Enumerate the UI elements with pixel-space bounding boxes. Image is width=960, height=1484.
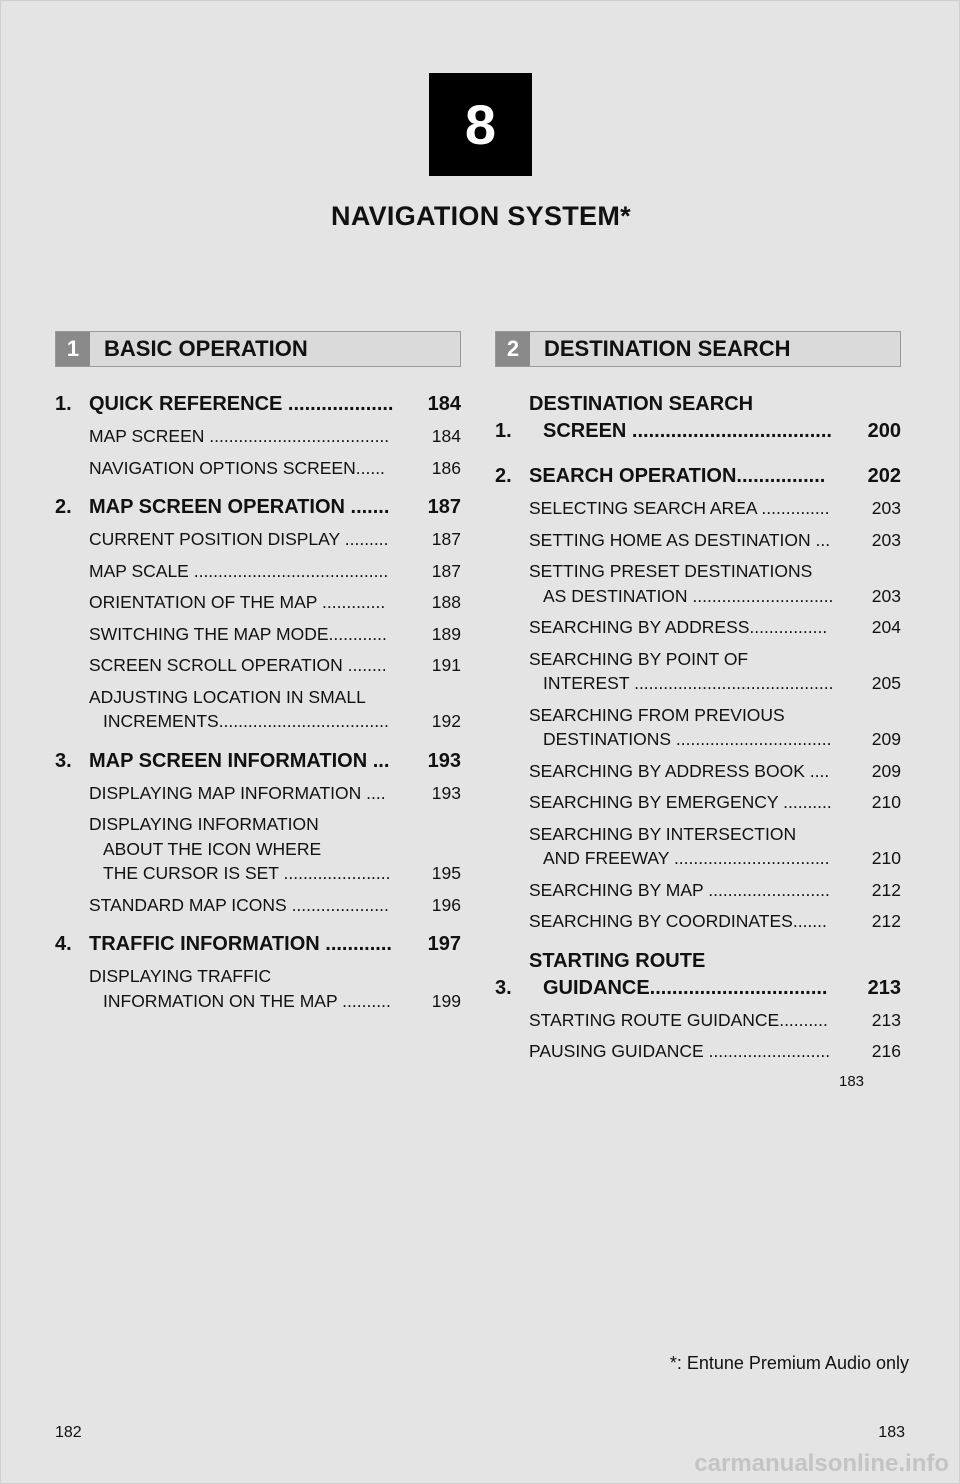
chapter-entry-title bbox=[89, 931, 422, 958]
toc-subentry bbox=[55, 964, 461, 1013]
subentry-title bbox=[529, 909, 866, 934]
subentry-title bbox=[529, 528, 866, 553]
section-header bbox=[495, 331, 901, 367]
chapter-entry-title bbox=[89, 494, 422, 521]
subentry-page: 216 bbox=[871, 1041, 901, 1061]
toc-subentry bbox=[495, 703, 901, 752]
subentry-title-line: SEARCHING BY COORDINATES....... bbox=[529, 911, 827, 931]
subentry-page: 205 bbox=[871, 673, 901, 693]
subentry-page: 193 bbox=[431, 782, 461, 803]
toc-subentry bbox=[55, 424, 461, 449]
chapter-entry-title-line: SEARCH OPERATION................ bbox=[529, 465, 826, 487]
chapter-entry-page: 202 bbox=[867, 465, 901, 487]
toc-subentry bbox=[495, 528, 901, 553]
subentry-list bbox=[495, 1008, 901, 1064]
toc-subentry bbox=[55, 685, 461, 734]
subentry-page: 203 bbox=[871, 498, 901, 518]
subentry-title bbox=[529, 1039, 866, 1064]
chapter-entry-title-line: GUIDANCE................................ bbox=[543, 976, 828, 999]
subentry-title bbox=[89, 559, 426, 584]
subentry-title bbox=[529, 647, 866, 696]
section-title: DESTINATION SEARCH bbox=[544, 336, 791, 361]
subentry-title bbox=[529, 703, 866, 752]
subentry-title-line: CURRENT POSITION DISPLAY ......... bbox=[89, 529, 389, 549]
toc-subentry bbox=[55, 527, 461, 552]
toc-subentry bbox=[495, 822, 901, 871]
footnote: *: Entune Premium Audio only bbox=[669, 1353, 909, 1373]
subentry-title-line: THE CURSOR IS SET ...................... bbox=[103, 863, 391, 883]
chapter-entry-page: 187 bbox=[427, 496, 461, 518]
section-header bbox=[55, 331, 461, 367]
subentry-title-line: INFORMATION ON THE MAP .......... bbox=[103, 990, 391, 1011]
subentry-title-line: SEARCHING BY MAP ......................... bbox=[529, 879, 830, 900]
subentry-page: 187 bbox=[431, 560, 461, 581]
toc-chapter-entry bbox=[55, 391, 461, 418]
subentry-list bbox=[55, 424, 461, 480]
toc-subentry bbox=[55, 559, 461, 584]
chapter-entry-title-line: STARTING ROUTE bbox=[529, 949, 706, 972]
subentry-page: 199 bbox=[431, 990, 461, 1011]
subentry-title bbox=[529, 878, 866, 903]
subentry-title bbox=[89, 685, 426, 734]
subentry-title bbox=[89, 622, 426, 647]
subentry-page: 191 bbox=[431, 655, 461, 675]
chapter-entry-page: 193 bbox=[427, 749, 461, 772]
subentry-title-line: MAP SCREEN ..................................... bbox=[89, 426, 390, 446]
subentry-title bbox=[529, 559, 866, 608]
subentry-title-line: DISPLAYING MAP INFORMATION .... bbox=[89, 782, 386, 803]
section-number: 1 bbox=[56, 332, 90, 366]
chapter-number: 8 bbox=[464, 93, 497, 156]
subentry-page: 209 bbox=[871, 729, 901, 749]
chapter-entry-title bbox=[529, 948, 862, 1002]
chapter-entry-title-line: MAP SCREEN INFORMATION ... bbox=[89, 749, 390, 772]
subentry-title-line: SEARCHING BY ADDRESS................ bbox=[529, 617, 828, 637]
subentry-title-line: SWITCHING THE MAP MODE............ bbox=[89, 623, 387, 644]
subentry-title-line: SEARCHING FROM PREVIOUS bbox=[529, 704, 785, 725]
subentry-title-line: SEARCHING BY ADDRESS BOOK .... bbox=[529, 760, 830, 781]
subentry-title-line: DESTINATIONS ................................ bbox=[543, 729, 832, 749]
toc-subentry bbox=[55, 893, 461, 918]
subentry-title-line: INCREMENTS................................... bbox=[103, 711, 389, 731]
toc-subentry bbox=[495, 759, 901, 784]
section-column-right bbox=[495, 331, 901, 1078]
subentry-page: 212 bbox=[871, 879, 901, 900]
subentry-title bbox=[89, 964, 426, 1013]
toc-subentry bbox=[55, 812, 461, 886]
subentry-title-line: NAVIGATION OPTIONS SCREEN...... bbox=[89, 457, 385, 478]
subentry-page: 210 bbox=[871, 848, 901, 868]
subentry-page: 213 bbox=[871, 1009, 901, 1030]
subentry-page: 209 bbox=[871, 760, 901, 781]
subentry-list bbox=[55, 964, 461, 1013]
subentry-page: 203 bbox=[871, 585, 901, 606]
subentry-title-line: SEARCHING BY POINT OF bbox=[529, 648, 749, 669]
subentry-page: 184 bbox=[431, 426, 461, 446]
subentry-title bbox=[89, 527, 426, 552]
chapter-entry-title bbox=[89, 748, 422, 775]
chapter-entry-title-line: MAP SCREEN OPERATION ....... bbox=[89, 496, 390, 518]
subentry-title-line: MAP SCALE ........................................ bbox=[89, 560, 389, 581]
toc-chapter-entry bbox=[495, 463, 901, 490]
subentry-page: 196 bbox=[431, 894, 461, 915]
toc-subentry bbox=[495, 878, 901, 903]
chapter-entry-title bbox=[89, 391, 422, 418]
subentry-title bbox=[89, 781, 426, 806]
subentry-title bbox=[529, 759, 866, 784]
subentry-title-line: SEARCHING BY EMERGENCY .......... bbox=[529, 792, 832, 812]
subentry-title bbox=[529, 1008, 866, 1033]
subentry-title-line: SETTING HOME AS DESTINATION ... bbox=[529, 529, 831, 550]
toc-subentry bbox=[55, 590, 461, 615]
toc-chapter-entry bbox=[55, 931, 461, 958]
toc-subentry bbox=[55, 653, 461, 678]
subentry-title bbox=[529, 496, 866, 521]
subentry-title bbox=[529, 790, 866, 815]
subentry-title-line: DISPLAYING TRAFFIC bbox=[89, 966, 272, 986]
subentry-title bbox=[89, 653, 426, 678]
subentry-title-line: ADJUSTING LOCATION IN SMALL bbox=[89, 686, 366, 707]
watermark: carmanualsonline.info bbox=[694, 1450, 949, 1477]
subentry-title-line: SCREEN SCROLL OPERATION ........ bbox=[89, 655, 387, 675]
subentry-title bbox=[89, 590, 426, 615]
subentry-page: 204 bbox=[871, 617, 901, 637]
chapter-entry-number: 4. bbox=[55, 933, 72, 955]
toc-subentry bbox=[55, 456, 461, 481]
toc-subentry bbox=[495, 615, 901, 640]
subentry-title-line: AS DESTINATION ............................. bbox=[543, 585, 834, 606]
toc-subentry bbox=[495, 496, 901, 521]
chapter-entry-page: 184 bbox=[427, 393, 461, 415]
subentry-list bbox=[55, 781, 461, 918]
subentry-title-line: AND FREEWAY ................................ bbox=[543, 848, 830, 868]
subentry-title bbox=[529, 822, 866, 871]
toc-chapter-entry bbox=[495, 948, 901, 1002]
subentry-title-line: SEARCHING BY INTERSECTION bbox=[529, 823, 797, 844]
chapter-entry-number: 2. bbox=[495, 465, 512, 487]
subentry-title bbox=[89, 812, 426, 886]
subentry-page: 212 bbox=[871, 911, 901, 931]
chapter-entry-number: 1. bbox=[495, 420, 512, 442]
chapter-list bbox=[55, 391, 461, 1013]
subentry-page: 186 bbox=[431, 457, 461, 478]
subentry-page: 210 bbox=[871, 792, 901, 812]
chapter-entry-title bbox=[529, 391, 862, 445]
chapter-entry-title-line: DESTINATION SEARCH bbox=[529, 393, 754, 415]
chapter-entry-title-line: TRAFFIC INFORMATION ............ bbox=[89, 933, 392, 955]
section-column-left bbox=[55, 331, 461, 1027]
section-title: BASIC OPERATION bbox=[104, 336, 308, 361]
page-number-left: 182 bbox=[55, 1424, 82, 1441]
subentry-page: 188 bbox=[431, 592, 461, 612]
chapter-entry-number: 2. bbox=[55, 496, 72, 518]
toc-chapter-entry bbox=[55, 494, 461, 521]
subentry-page: 195 bbox=[431, 863, 461, 883]
chapter-entry-page: 200 bbox=[867, 420, 901, 442]
toc-subentry bbox=[495, 647, 901, 696]
toc-subentry bbox=[55, 622, 461, 647]
page-number-right: 183 bbox=[878, 1424, 905, 1441]
chapter-entry-number: 3. bbox=[495, 976, 512, 999]
chapter-entry-title bbox=[529, 463, 862, 490]
subentry-title-line: STARTING ROUTE GUIDANCE.......... bbox=[529, 1009, 828, 1030]
subentry-title-line: INTEREST ......................................... bbox=[543, 673, 834, 693]
subentry-title-line: PAUSING GUIDANCE ......................... bbox=[529, 1041, 831, 1061]
chapter-entry-page: 213 bbox=[867, 976, 901, 999]
toc-subentry bbox=[55, 781, 461, 806]
subentry-page: 203 bbox=[871, 529, 901, 550]
toc-subentry bbox=[495, 1008, 901, 1033]
chapter-entry-title-line: SCREEN .................................... bbox=[543, 420, 832, 442]
subentry-list bbox=[495, 496, 901, 934]
chapter-title: NAVIGATION SYSTEM* bbox=[331, 201, 631, 231]
chapter-entry-title-line: QUICK REFERENCE ................... bbox=[89, 393, 394, 415]
subentry-title bbox=[89, 893, 426, 918]
section-number: 2 bbox=[496, 332, 530, 366]
subentry-page: 189 bbox=[431, 623, 461, 644]
subentry-title-line: SETTING PRESET DESTINATIONS bbox=[529, 561, 813, 581]
subentry-title-line: ORIENTATION OF THE MAP ............. bbox=[89, 592, 386, 612]
chapter-entry-page: 197 bbox=[427, 933, 461, 955]
subentry-title-line: DISPLAYING INFORMATION bbox=[89, 814, 319, 834]
toc-subentry bbox=[495, 1039, 901, 1064]
subentry-title-line: STANDARD MAP ICONS .................... bbox=[89, 894, 389, 915]
chapter-number-box bbox=[429, 73, 532, 176]
subentry-page: 192 bbox=[431, 711, 461, 731]
subentry-title bbox=[529, 615, 866, 640]
stray-page-number: 183 bbox=[839, 1073, 865, 1090]
subentry-title bbox=[89, 456, 426, 481]
chapter-list bbox=[495, 391, 901, 1064]
toc-chapter-entry bbox=[55, 748, 461, 775]
toc-chapter-entry bbox=[495, 391, 901, 445]
subentry-title-line: ABOUT THE ICON WHERE bbox=[103, 838, 322, 859]
subentry-title bbox=[89, 424, 426, 449]
toc-subentry bbox=[495, 559, 901, 608]
chapter-entry-number: 3. bbox=[55, 749, 72, 772]
toc-subentry bbox=[495, 790, 901, 815]
toc-subentry bbox=[495, 909, 901, 934]
subentry-list bbox=[55, 527, 461, 734]
subentry-title-line: SELECTING SEARCH AREA .............. bbox=[529, 498, 830, 518]
subentry-page: 187 bbox=[431, 529, 461, 549]
chapter-entry-number: 1. bbox=[55, 393, 72, 415]
